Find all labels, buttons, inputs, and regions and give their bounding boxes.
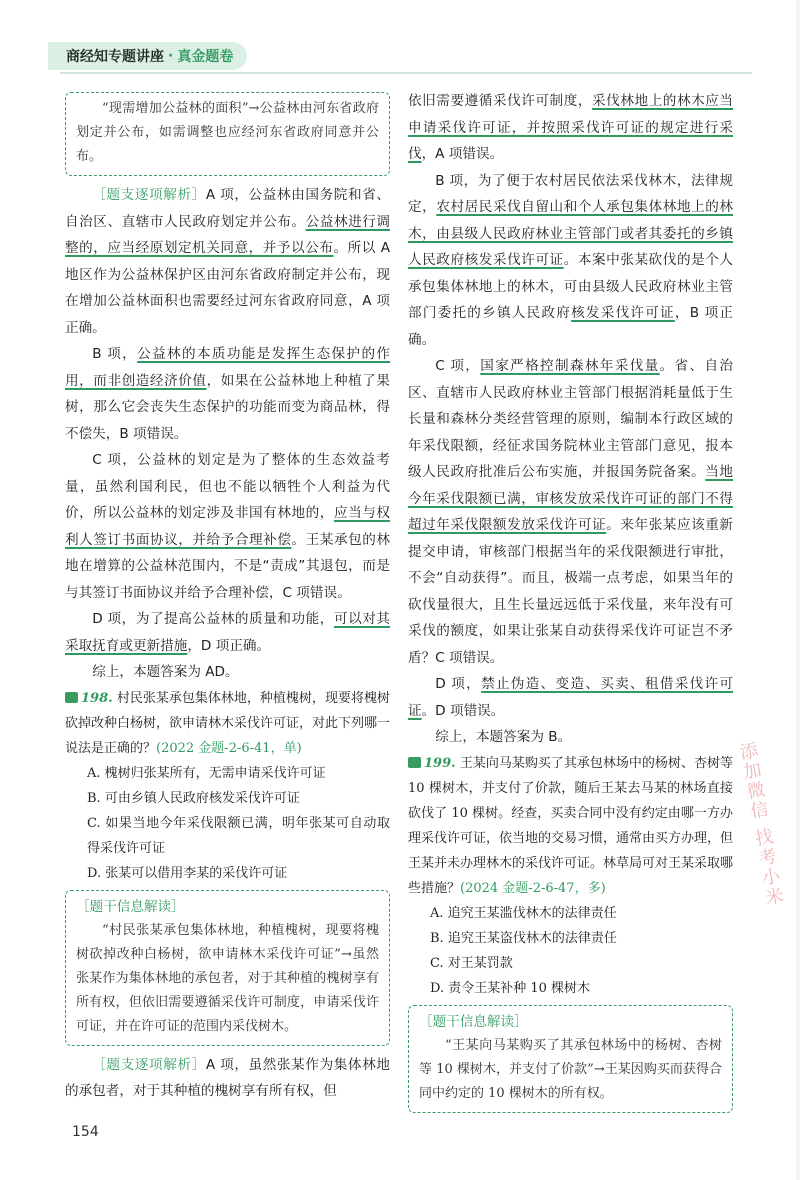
info-box-3-text: “王某向马某购买了其承包林场中的杨树、杏树等 10 棵树木，并支付了价款”→王某因购买而获得合同中约定的 10 棵树木的所有权。 [419, 1037, 722, 1101]
question-text: 村民张某承包集体林地，种植槐树，现要将槐树砍掉改种白杨树，欲申请林木采伐许可证，对此下列哪一说法是正确的？ [65, 690, 391, 756]
conclusion-1: 综上，本题答案为 AD。 [92, 664, 239, 680]
option-d: D. 责令王某补种 10 棵树木 [430, 980, 591, 996]
question-source: (2024 金题-2-6-47，多) [460, 880, 606, 896]
option-d: D. 张某可以借用李某的采伐许可证 [87, 865, 288, 881]
analysis-tag: ［题支逐项解析］ [92, 1056, 206, 1073]
question-199 [408, 751, 733, 901]
analysis-b2: B 项，为了便于农村居民依法采伐林木，法律规定，农村居民采伐自留山和个人承包集体林地上的林木，由县级人民政府林业主管部门或者其委托的乡镇人民政府核发采伐许可证。本案中张某砍伐的是个人承包集体林地上的林木，可由县级人民政府林业主管部门委托的乡镇人民政府核发采伐许可证，B 项正确。 [408, 172, 734, 348]
option-c: C. 对王某罚款 [430, 955, 513, 971]
page-number: 154 [72, 1124, 99, 1140]
option-a: A. 槐树归张某所有，无需申请采伐许可证 [87, 765, 326, 781]
analysis-c2: C 项，国家严格控制森林年采伐量。省、自治区、直辖市人民政府林业主管部门根据消耗量低于生长量和森林分类经营管理的原则，编制本行政区域的年采伐限额，经征求国务院林业主管部门意见，报本级人民政府批准后公布实施，并报国务院备案。当地今年采伐限额已满，审核发放采伐许可证的部门不得超过年采伐限额发放采伐许可证。来年张某应该重新提交申请，审核部门根据当年的采伐限额进行审批，不会“自动获得”。而且，极端一点考虑，如果当年的砍伐量很大，且生长量远远低于采伐量，来年没有可采伐的额度，如果让张某自动获得采伐许可证岂不矛盾？C 项错误。 [408, 358, 734, 666]
key-point: 国家严格控制森林年采伐量 [480, 358, 660, 374]
conclusion-2: 综上，本题答案为 B。 [435, 729, 572, 745]
analysis-tag: ［题支逐项解析］ [92, 187, 206, 203]
analysis-a2: ［题支逐项解析］A 项，虽然张某作为集体林地的承包者，对于其种植的槐树享有所有权，但 [65, 1056, 391, 1099]
left-column [65, 92, 390, 1105]
info-box-2-text: “村民张某承包集体林地，种植槐树，现要将槐树砍掉改种白杨树，欲申请林木采伐许可证”→虽然张某作为集体林地的承包者，对于其种植的槐树享有所有权，但依旧需要遵循采伐许可制度，申请采伐许可证，并在许可证的范围内采伐树木。 [76, 922, 379, 1034]
key-point: 农村居民采伐自留山和个人承包集体林地上的林木，由县级人民政府林业主管部门或者其委托的乡镇人民政府核发采伐许可证 [408, 199, 734, 268]
question-text: 王某向马某购买了其承包林场中的杨树、杏树等 10 棵树木，并支付了价款，随后王某去马某的林场直接砍伐了 10 棵树。经查，买卖合同中没有约定由哪一方办理采伐许可证，依当地的交易习惯，通常由买方办理，但王某并未办理林木的采伐许可证。林草局可对王某采取哪些措施？ [408, 755, 734, 896]
option-b: B. 可由乡镇人民政府核发采伐许可证 [87, 790, 300, 806]
question-number: 198. [81, 690, 113, 706]
key-point: 禁止伪造、变造、买卖、租借采伐许可证 [408, 676, 733, 719]
question-198 [65, 686, 390, 761]
analysis-b1: B 项，公益林的本质功能是发挥生态保护的作用，而非创造经济价值，如果在公益林地上种植了果树，那么它会丧失生态保护的功能而变为商品林，得不偿失，B 项错误。 [65, 346, 391, 442]
key-point: 应当与权利人签订书面协议，并给予合理补偿 [65, 505, 391, 548]
analysis-d1: D 项，为了提高公益林的质量和功能，可以对其采取抚育或更新措施，D 项正确。 [65, 611, 390, 654]
key-point: 公益林的本质功能是发挥生态保护的作用，而非创造经济价值 [65, 346, 390, 389]
option-a: A. 追究王某滥伐林木的法律责任 [430, 905, 617, 921]
header-subtitle: 真金题卷 [177, 49, 234, 65]
option-c: C. 如果当地今年采伐限额已满，明年张某可自动取得采伐许可证 [87, 815, 390, 856]
right-column [408, 88, 733, 1119]
watermark-text: 添加微信 找考小米 [735, 739, 786, 909]
info-box-1-text: “现需增加公益林的面积”→公益林由河东省政府划定并公布，如需调整也应经河东省政府同意并公布。 [76, 101, 379, 164]
info-box-3 [408, 1005, 733, 1113]
info-box-1 [65, 92, 390, 176]
header-rule [60, 72, 752, 74]
key-point: 采伐林地上的林木应当申请采伐许可证，并按照采伐许可证的规定进行采伐 [408, 93, 734, 162]
analysis-c1: C 项，公益林的划定是为了整体的生态效益考量，虽然利国利民，但也不能以牺牲个人利益为代价，所以公益林的划定涉及非国有林地的，应当与权利人签订书面协议，并给予合理补偿。王某承包的林地在增算的公益林范围内，不是“责成”其退包，而是与其签订书面协议并给予合理补偿，C 项错误。 [65, 452, 391, 601]
question-source: (2022 金题-2-6-41，单) [156, 740, 302, 756]
key-point: 当地今年采伐限额已满，审核发放采伐许可证的部门不得超过年采伐限额发放采伐许可证 [408, 464, 733, 533]
key-point: 可以对其采取抚育或更新措施 [65, 611, 390, 654]
header-dot: · [168, 48, 174, 64]
info-box-2-title: ［题干信息解读］ [76, 898, 185, 915]
info-box-3-title: ［题干信息解读］ [419, 1013, 528, 1030]
analysis-d2: D 项，禁止伪造、变造、买卖、租借采伐许可证。D 项错误。 [408, 676, 733, 719]
key-point: 公益林进行调整的，应当经原划定机关同意，并予以公布 [65, 213, 391, 256]
question-icon [408, 757, 421, 768]
question-icon [65, 692, 78, 703]
analysis-a2-cont: 依旧需要遵循采伐许可制度，采伐林地上的林木应当申请采伐许可证，并按照采伐许可证的规定进行采伐，A 项错误。 [408, 93, 734, 162]
analysis-a1: ［题支逐项解析］A 项，公益林由国务院和省、自治区、直辖市人民政府划定并公布。公益林进行调整的，应当经原划定机关同意，并予以公布。所以 A 地区作为公益林保护区由河东省政府制定并公布，现在增加公益林面积也需要经过河东省政府同意，A 项正确。 [65, 187, 391, 336]
info-box-2 [65, 890, 390, 1046]
key-point: 核发采伐许可证 [571, 305, 675, 321]
running-header [48, 42, 247, 70]
option-b: B. 追究王某盗伐林木的法律责任 [430, 930, 617, 946]
header-title: 商经知专题讲座 [66, 49, 164, 65]
question-number: 199. [424, 755, 456, 771]
